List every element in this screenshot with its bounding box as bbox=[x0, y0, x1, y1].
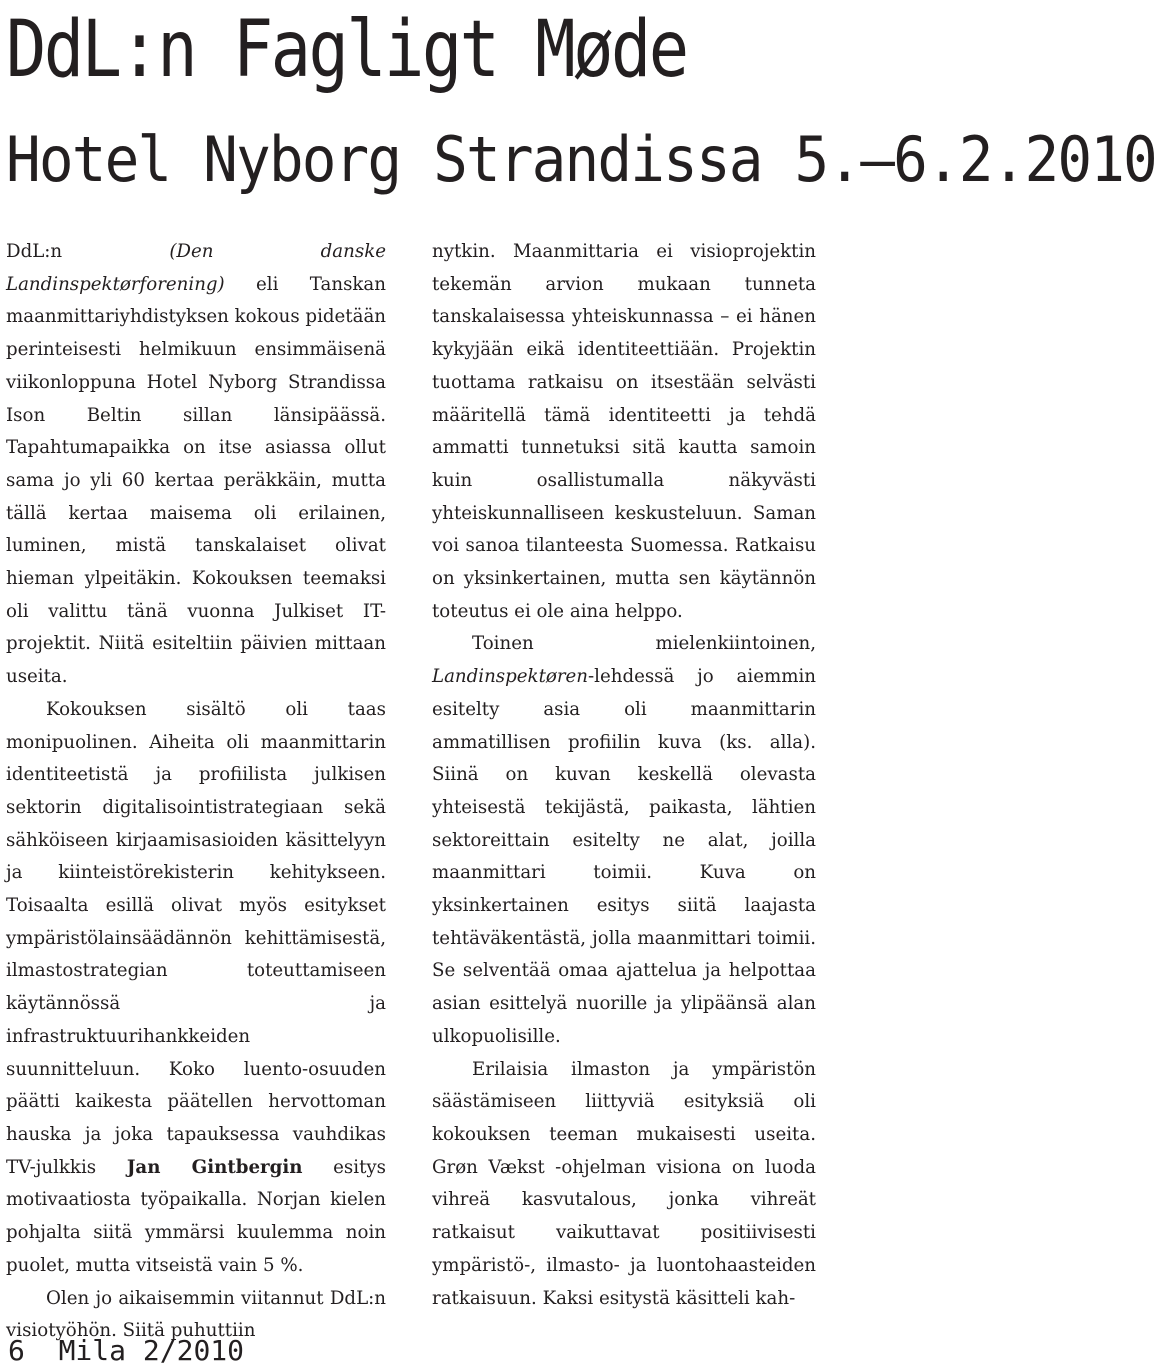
paragraph bbox=[6, 236, 386, 694]
paragraph-italic-text: Landinspektøren bbox=[432, 666, 588, 688]
magazine-issue: Mila 2/2010 bbox=[58, 1334, 245, 1367]
paragraph-text: nytkin. Maanmittaria ei visioprojektin tekemän arvion mukaan tunneta tanskalaisessa yhteiskunnassa – ei hänen kykyjään eikä identiteettiään. Projektin tuottama ratkaisu on itsestään selvästi määritellä tämä identiteetti ja tehdä ammatti tunnetuksi sitä kautta samoin kuin osallistumalla näkyvästi yhteiskunnalliseen keskusteluun. Saman voi sanoa tilanteesta Suomessa. Ratkaisu on yksinkertainen, mutta sen käytännön toteutus ei ole aina helppo. bbox=[432, 241, 816, 622]
paragraph bbox=[432, 236, 816, 628]
paragraph-italic-text: (Den danske Landinspektørforening) bbox=[6, 241, 386, 295]
article-left-column bbox=[6, 236, 386, 1348]
paragraph-text: Olen jo aikaisemmin viitannut DdL:n visiotyöhön. Siitä puhuttiin bbox=[6, 1287, 386, 1342]
paragraph-text: Toinen mielenkiintoinen, bbox=[472, 633, 816, 655]
paragraph-text: Erilaisia ilmaston ja ympäristön säästämiseen liittyviä esityksiä oli kokouksen teeman mukaisesti useita. Grøn Vækst -ohjelman visiona on luoda vihreä kasvutalous, jonka vihreät ratkaisut vaikuttavat positiivisesti ympäristö-, ilmasto- ja luontohaasteiden ratkaisuun. Kaksi esitystä käsitteli kah- bbox=[432, 1058, 816, 1309]
page-footer bbox=[8, 1336, 244, 1366]
paragraph-text: DdL:n bbox=[6, 241, 170, 262]
paragraph-text: -lehdessä jo aiemmin esitelty asia oli maanmittarin ammatillisen profiilin kuva (ks. alla). Siinä on kuvan keskellä olevasta yhteisestä tekijästä, paikasta, lähtien sektoreittain esitelty ne alat, joilla maanmittari toimii. Kuva on yksinkertainen esitys siitä laajasta tehtäväkentästä, jolla maanmittari toimii. Se selventää omaa ajattelua ja helpottaa asian esittelyä nuorille ja ylipäänsä alan ulkopuolisille. bbox=[432, 666, 816, 1047]
paragraph-text: esitys motivaatiosta työpaikalla. Norjan kielen pohjalta siitä ymmärsi kuulemma noin puolet, mutta vitseistä vain 5 %. bbox=[6, 1156, 386, 1276]
paragraph bbox=[432, 1054, 816, 1316]
paragraph-text: Kokouksen sisältö oli taas monipuolinen. Aiheita oli maanmittarin identiteetistä ja profiilista julkisen sektorin digitalisointistrategiaan sekä sähköiseen kirjaamisasioiden käsittelyyn ja kiinteistörekisterin kehitykseen. Toisaalta esillä olivat myös esitykset ympäristölainsäädännön kehittämisestä, ilmastostrategian toteuttamiseen käytännössä ja infrastruktuurihankkeiden suunnitteluun. Koko luento-osuuden päätti kaikesta päätellen hervottoman hauska ja joka tapauksessa vauhdikas TV-julkkis bbox=[6, 698, 386, 1178]
page-subtitle: Hotel Nyborg Strandissa 5.–6.2.2010 bbox=[6, 123, 1156, 196]
paragraph-text: eli Tanskan maanmittariyhdistyksen kokous pidetään perinteisesti helmikuun ensimmäisenä viikonloppuna Hotel Nyborg Strandissa Ison Beltin sillan länsipäässä. Tapahtumapaikka on itse asiassa ollut sama jo yli 60 kertaa peräkkäin, mutta tällä kertaa maisema oli erilainen, luminen, mistä tanskalaiset olivat hieman ylpeitäkin. Kokouksen teemaksi oli valittu tänä vuonna Julkiset IT-projektit. Niitä esiteltiin päivien mittaan useita. bbox=[6, 273, 387, 688]
paragraph bbox=[6, 694, 386, 1283]
page-number: 6 bbox=[8, 1334, 25, 1367]
page-title: DdL:n Fagligt Møde bbox=[6, 5, 687, 95]
article-right-column bbox=[432, 236, 816, 1315]
paragraph-bold-text: Jan Gintbergin bbox=[126, 1156, 303, 1178]
paragraph bbox=[432, 628, 816, 1053]
